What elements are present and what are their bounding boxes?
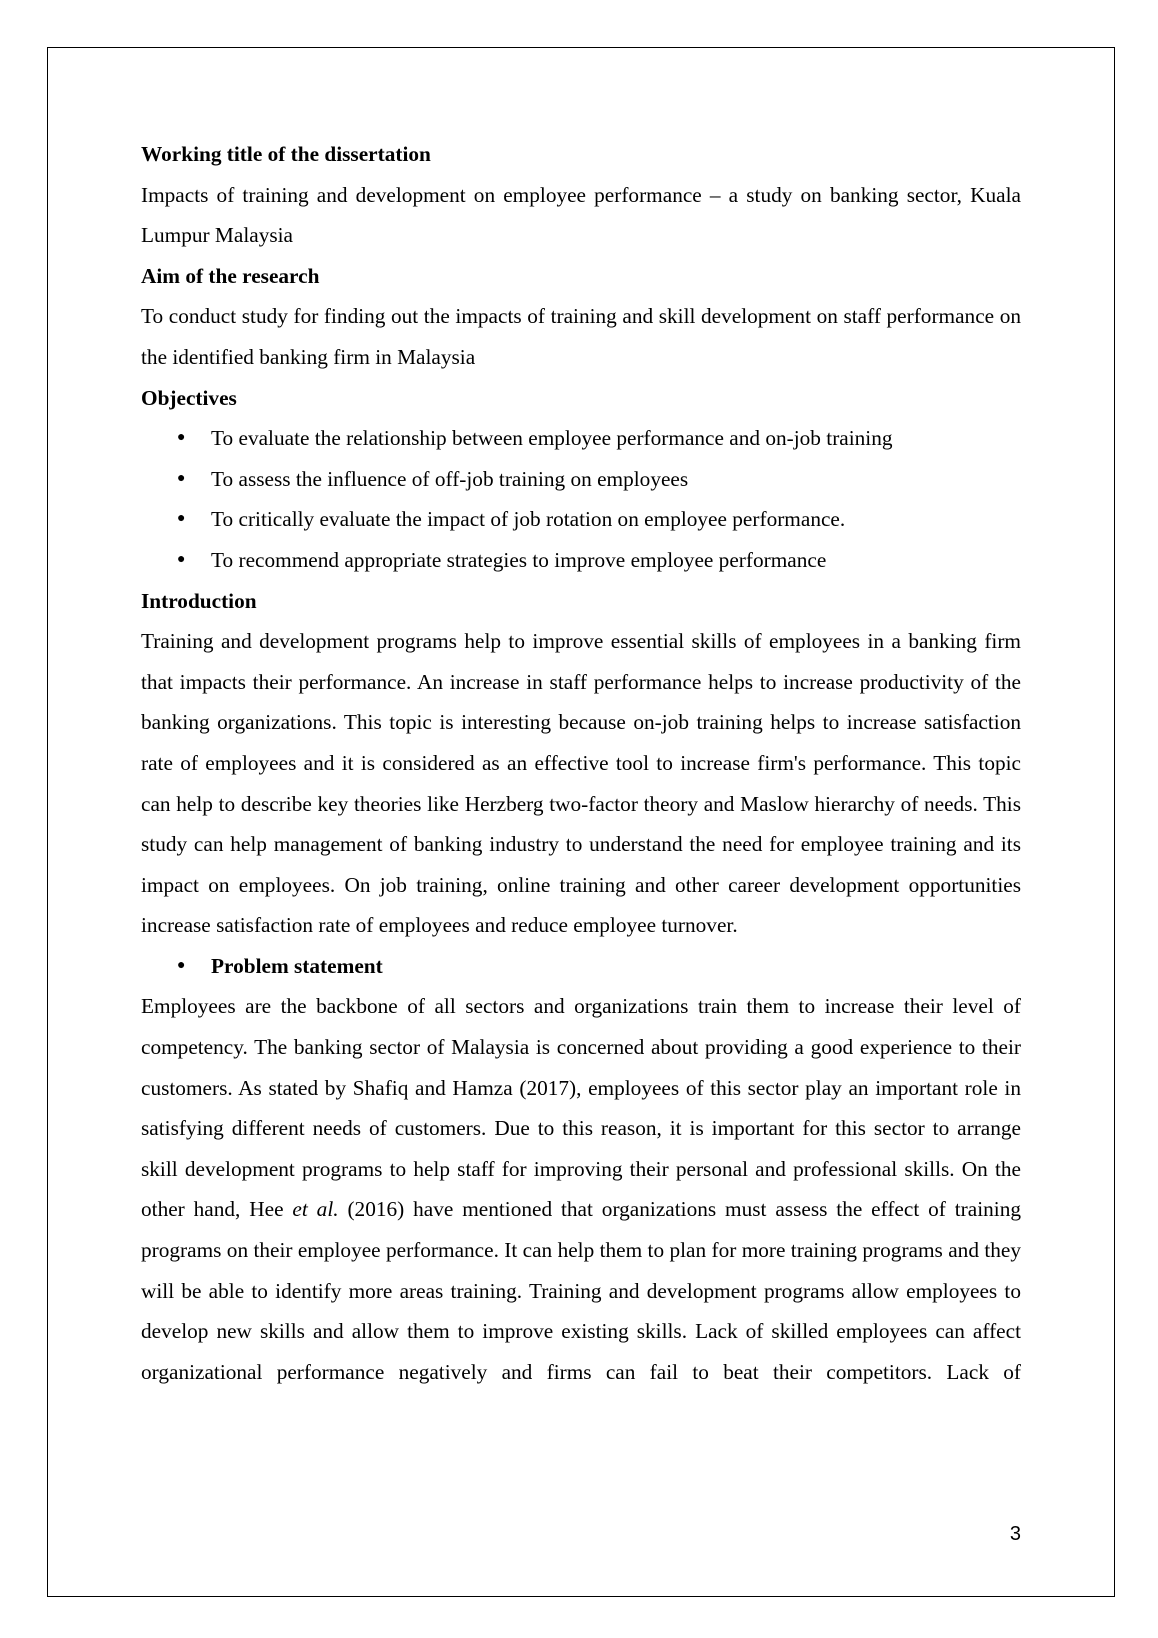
problem-statement-heading: Problem statement	[211, 953, 383, 978]
problem-text-italic: et al.	[292, 1197, 339, 1222]
aim-heading: Aim of the research	[141, 263, 320, 288]
objective-text: To critically evaluate the impact of job rotation on employee performance.	[211, 507, 846, 532]
problem-text-part-2: (2016) have mentioned that organizations must assess the effect of training programs on their employee performance. It can help them to plan for more training programs and they will be able to identify more areas training. Training and development programs allow employees to develop new skills and allow them to improve existing skills. Lack of skilled employees can affect organizational performance negatively and firms can fail to beat their competitors. Lack of	[141, 1197, 1021, 1384]
objective-text: To recommend appropriate strategies to improve employee performance	[211, 547, 827, 572]
problem-statement-list	[141, 946, 1021, 987]
objective-text: To evaluate the relationship between employee performance and on-job training	[211, 426, 893, 451]
objective-item	[141, 418, 1021, 459]
bullet-icon: ●	[177, 430, 186, 446]
introduction-text: Training and development programs help to improve essential skills of employees in a banking firm that impacts their performance. An increase in staff performance helps to increase productivity of the banking organizations. This topic is interesting because on-job training helps to increase satisfaction rate of employees and it is considered as an effective tool to increase firm's performance. This topic can help to describe key theories like Herzberg two-factor theory and Maslow hierarchy of needs. This study can help management of banking industry to understand the need for employee training and its impact on employees. On job training, online training and other career development opportunities increase satisfaction rate of employees and reduce employee turnover.	[141, 629, 1021, 938]
objective-item	[141, 540, 1021, 581]
objectives-heading: Objectives	[141, 385, 237, 410]
bullet-icon: ●	[177, 957, 186, 973]
problem-statement-heading-item	[141, 946, 1021, 987]
objective-item	[141, 459, 1021, 500]
working-title-heading: Working title of the dissertation	[141, 142, 431, 166]
bullet-icon: ●	[177, 511, 186, 527]
introduction-heading: Introduction	[141, 588, 257, 613]
objectives-list	[141, 418, 1021, 580]
objective-item	[141, 499, 1021, 540]
aim-text: To conduct study for finding out the impacts of training and skill development on staff performance on the identified banking firm in Malaysia	[141, 304, 1021, 369]
problem-text-part-1: Employees are the backbone of all sectors and organizations train them to increase their level of competency. The banking sector of Malaysia is concerned about providing a good experience to their customers. As stated by Shafiq and Hamza (2017), employees of this sector play an important role in satisfying different needs of customers. Due to this reason, it is important for this sector to arrange skill development programs to help staff for improving their personal and professional skills. On the other hand, Hee	[141, 994, 1021, 1222]
objective-text: To assess the influence of off-job training on employees	[211, 466, 689, 491]
working-title-text: Impacts of training and development on employee performance – a study on banking sector, Kuala Lumpur Malaysia	[141, 182, 1021, 248]
document-body	[141, 134, 1021, 1392]
bullet-icon: ●	[177, 470, 186, 486]
page-number: 3	[1009, 1523, 1021, 1545]
problem-statement-text	[141, 986, 1021, 1392]
bullet-icon: ●	[177, 551, 186, 567]
